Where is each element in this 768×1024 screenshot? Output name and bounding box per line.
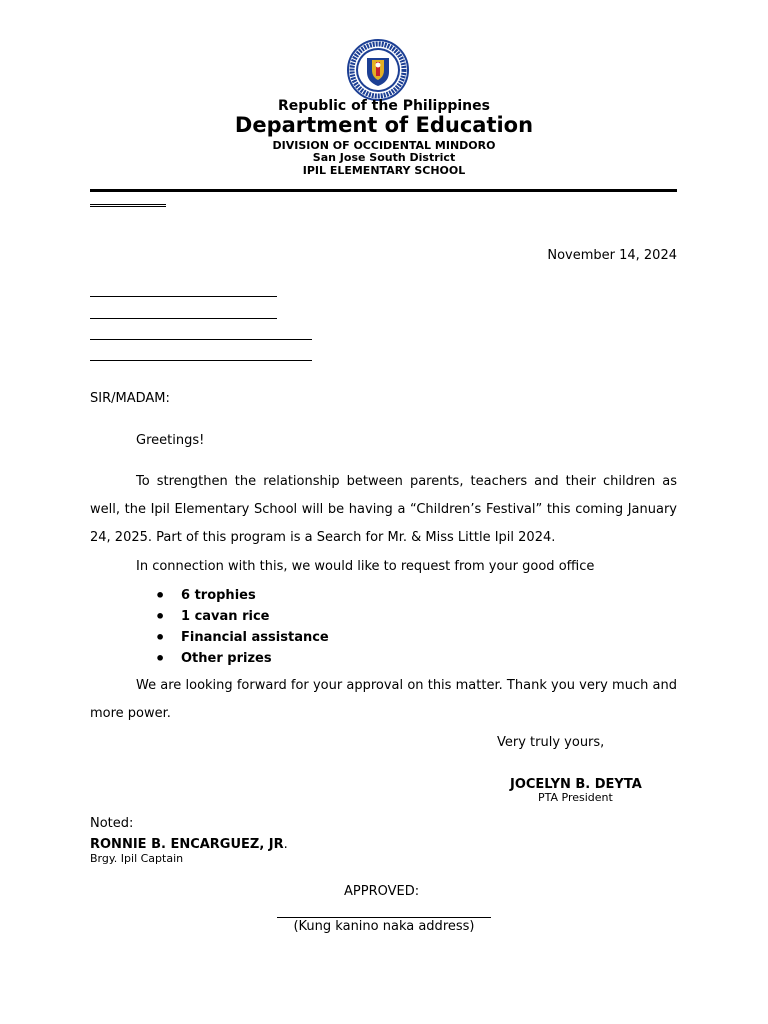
noted-title: Brgy. Ipil Captain — [90, 852, 184, 865]
address-blank-line — [90, 339, 312, 340]
noted-name-suffix: . — [283, 837, 288, 852]
letterhead-divider-short — [90, 204, 166, 207]
deped-seal — [341, 38, 415, 102]
republic-heading: Republic of the Philippines — [278, 98, 490, 114]
request-list — [155, 585, 329, 669]
list-item: • Other prizes — [155, 648, 329, 669]
request-intro: In connection with this, we would like to request from your good office — [136, 559, 595, 574]
division-heading: DIVISION OF OCCIDENTAL MINDORO — [272, 139, 496, 152]
approved-label: APPROVED: — [344, 884, 420, 899]
noted-name — [90, 837, 288, 852]
district-heading: San Jose South District — [312, 151, 456, 164]
letter-date: November 14, 2024 — [547, 248, 677, 263]
greeting: Greetings! — [136, 433, 205, 448]
address-blank-line — [90, 296, 277, 297]
school-heading: IPIL ELEMENTARY SCHOOL — [302, 164, 466, 177]
noted-name-text: RONNIE B. ENCARGUEZ, JR — [90, 837, 284, 852]
paragraph-intro-text: To strengthen the relationship between parents, teachers and their children as well, the Ipil Elementary School will be having a “Children’s Festival” this coming January 24, 2025. Part of this program is a Search for Mr. & Miss Little Ipil 2024. — [90, 474, 677, 545]
complimentary-close: Very truly yours, — [497, 735, 605, 750]
list-item: • 1 cavan rice — [155, 606, 329, 627]
salutation: SIR/MADAM: — [90, 391, 170, 406]
paragraph-intro — [90, 468, 677, 552]
signatory-name: JOCELYN B. DEYTA — [510, 777, 642, 792]
paragraph-closing-text: We are looking forward for your approval on this matter. Thank you very much and more power. — [90, 678, 677, 721]
approval-signature-line — [277, 917, 491, 918]
signatory-title: PTA President — [538, 791, 613, 804]
list-item: • Financial assistance — [155, 627, 329, 648]
address-blank-line — [90, 318, 277, 319]
paragraph-closing — [90, 672, 677, 728]
noted-label: Noted: — [90, 816, 134, 831]
address-blank-line — [90, 360, 312, 361]
letterhead-divider — [90, 189, 677, 192]
list-item: • 6 trophies — [155, 585, 329, 606]
department-heading: Department of Education — [234, 113, 534, 137]
approval-addressee: (Kung kanino naka address) — [293, 919, 475, 934]
